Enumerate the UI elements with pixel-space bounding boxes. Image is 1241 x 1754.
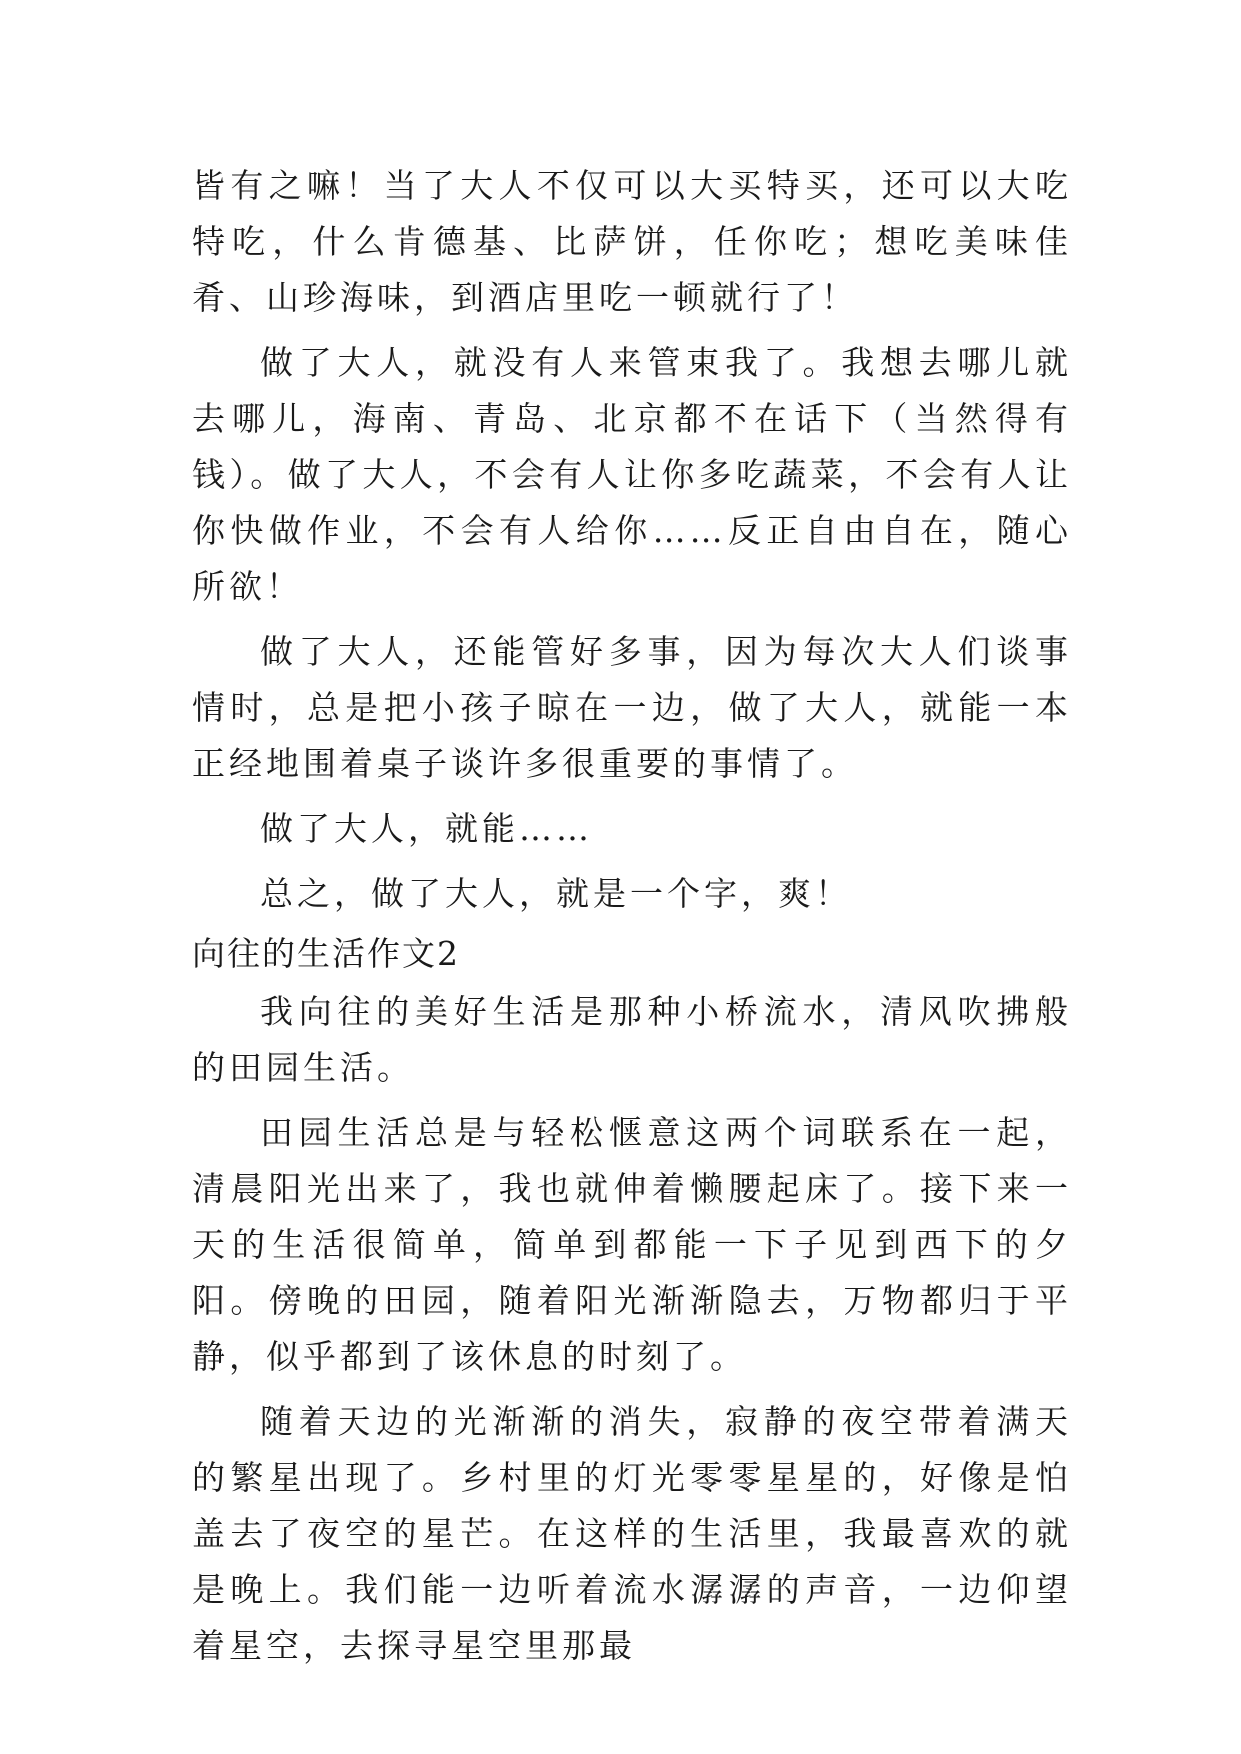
paragraph-3: 做了大人，还能管好多事，因为每次大人们谈事情时，总是把小孩子晾在一边，做了大人，就能一本正经地围着桌子谈许多很重要的事情了。 [192,632,1072,783]
paragraph-2: 做了大人，就没有人来管束我了。我想去哪儿就去哪儿，海南、青岛、北京都不在话下（当然得有钱）。做了大人，不会有人让你多吃蔬菜，不会有人让你快做作业，不会有人给你……反正自由自在，随心所欲！ [192,343,1072,606]
paragraph-8: 随着天边的光渐渐的消失，寂静的夜空带着满天的繁星出现了。乡村里的灯光零零星星的，好像是怕盖去了夜空的星芒。在这样的生活里，我最喜欢的就是晚上。我们能一边听着流水潺潺的声音，一边仰望着星空，去探寻星空里那最 [192,1402,1072,1665]
paragraph-6: 我向往的美好生活是那种小桥流水，清风吹拂般的田园生活。 [192,992,1072,1087]
paragraph-4: 做了大人，就能…… [260,809,593,848]
document-page [192,158,1072,1674]
paragraph-7: 田园生活总是与轻松惬意这两个词联系在一起，清晨阳光出来了，我也就伸着懒腰起床了。接下来一天的生活很简单，简单到都能一下子见到西下的夕阳。傍晚的田园，随着阳光渐渐隐去，万物都归于平静，似乎都到了该休息的时刻了。 [192,1113,1072,1376]
paragraph-5: 总之，做了大人，就是一个字，爽！ [260,874,852,913]
paragraph-1: 皆有之嘛！当了大人不仅可以大买特买，还可以大吃特吃，什么肯德基、比萨饼，任你吃；想吃美味佳肴、山珍海味，到酒店里吃一顿就行了！ [192,166,1072,317]
section-heading: 向往的生活作文2 [192,934,460,973]
